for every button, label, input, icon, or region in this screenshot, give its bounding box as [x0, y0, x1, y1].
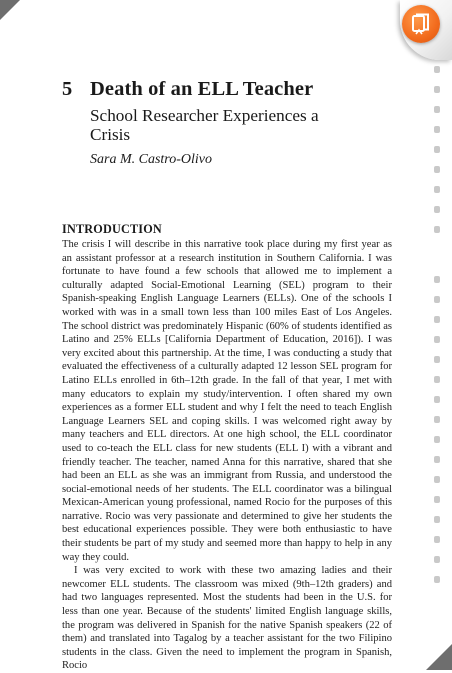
chapter-title: [62, 78, 313, 101]
chapter-title-text: Death of an ELL Teacher: [90, 78, 314, 100]
paragraph: I was very excited to work with these two amazing ladies and their newcomer ELL students. The classroom was mixed (9th–12th graders) and had two languages represented. Most the students had been in the U.S. for less than one year. Because of the students' limited English language skills, the program was delivered in Spanish for the native Spanish speakers (22 of them) and translated into Tagalog by a teacher assistant for the two Filipino students in the class. Given the need to implement the program in Spanish, Rocio: [62, 565, 392, 672]
chapter-subtitle: School Researcher Experiences a Crisis: [90, 106, 319, 144]
page-corner-top-left: [0, 0, 20, 20]
reader-badge-button[interactable]: [402, 5, 440, 43]
paragraph: The crisis I will describe in this narrative took place during my first year as an assistant professor at a research institution in Southern California. I was fortunate to have found a few schools that allowed me to implement a culturally adapted Social-Emotional Learning (SEL) program to their Spanish-speaking English Language Learners (ELLs). One of the schools I worked with was in a small town less than 100 miles East of Los Angeles. The school district was predominately Hispanic (60% of students identified as Latino and 25% ELLs [California Department of Education, 2016]). I was very excited about this partnership. At the time, I was conducting a study that evaluated the effectiveness of a culturally adapted 12 lesson SEL program for Latino ELLs enrolled in 6th–12th grade. In the fall of that year, I met with many educators to explain my study/intervention. I often shared my own experiences as a former ELL student and why I felt the need to teach English Language Learners SEL and coping skills. I was welcomed right away by many teachers and ELL directors. At one high school, the ELL coordinator used to co-teach the ELL class for new students (ELL I) with a vibrant and friendly teacher. The teacher, named Anna for this narrative, shared that she had been an ELL as she was an immigrant from Russia, and understood the social-emotional needs of her students. The ELL coordinator was a bilingual Mexican-American young professional, named Rocio for the purposes of this narrative. Rocio was very passionate and determined to give her students the best educational experiences possible. They were both enthusiastic to have their students be part of my study and seemed more than happy to help in any way they could.: [62, 239, 392, 563]
margin-bleed-marks: [430, 64, 448, 624]
chapter-author: Sara M. Castro-Olivo: [90, 152, 212, 167]
section-heading: INTRODUCTION: [62, 222, 162, 236]
book-reader-icon: [411, 13, 431, 35]
page-corner-bottom-right: [426, 644, 452, 670]
chapter-number: 5: [62, 78, 73, 100]
body-text: [62, 238, 392, 673]
